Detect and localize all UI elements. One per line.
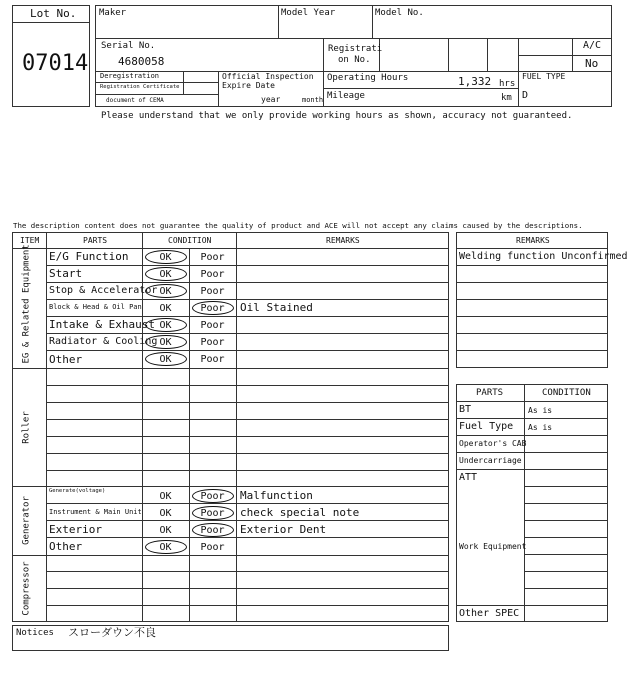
parts-row-label: ATT — [459, 472, 478, 483]
serial-value: 4680058 — [118, 55, 165, 68]
remark-text: Malfunction — [240, 489, 313, 502]
disclaimer-description: The description content does not guarantee the quality of product and ACE will not accept any claims caused by the descriptions. — [13, 221, 583, 230]
part-label: Other — [49, 353, 83, 366]
ok-option: OK — [159, 491, 172, 502]
part-label: Exterior — [49, 523, 102, 536]
ok-option: OK — [159, 303, 172, 314]
serial-label: Serial No. — [101, 41, 156, 51]
poor-option: Poor — [200, 491, 225, 502]
registration-certificate-label: Registration Certificate — [100, 84, 180, 90]
header-condition: CONDITION — [168, 236, 212, 245]
part-label: Intake & Exhaust — [49, 318, 155, 331]
poor-option: Poor — [200, 542, 225, 553]
lot-number: 07014 — [22, 51, 89, 76]
inspection-label-2: Expire Date — [222, 81, 275, 90]
inspection-label-1: Official Inspection — [222, 72, 314, 81]
poor-option: Poor — [200, 303, 225, 314]
operating-hours-value: 1,332 — [458, 75, 492, 88]
poor-option: Poor — [200, 354, 225, 365]
poor-option: Poor — [200, 269, 225, 280]
registration-label-2: on No. — [338, 55, 371, 65]
ok-option: OK — [159, 508, 172, 519]
part-label: Stop & Accelerator — [49, 285, 158, 296]
notices-value: スローダウン不良 — [68, 626, 156, 639]
ac-label: A/C — [583, 40, 602, 51]
header-remarks: REMARKS — [326, 236, 360, 245]
parts-row-condition: As is — [528, 423, 553, 432]
part-label: Block & Head & Oil Pan — [49, 303, 142, 311]
mileage-label: Mileage — [327, 91, 365, 101]
model-no-label: Model No. — [375, 8, 424, 18]
ok-option: OK — [159, 286, 172, 297]
header-item: ITEM — [20, 236, 40, 245]
ok-option: OK — [159, 252, 172, 263]
part-label: Generate(voltage) — [49, 488, 106, 494]
month-label: month — [302, 96, 324, 104]
parts-row-label: Work Equipment — [459, 542, 527, 551]
condition-header: CONDITION — [542, 388, 591, 398]
ok-option: OK — [159, 354, 172, 365]
hrs-unit: hrs — [499, 79, 516, 89]
parts-header: PARTS — [476, 388, 504, 398]
year-label: year — [261, 95, 281, 104]
ok-option: OK — [159, 320, 172, 331]
km-unit: km — [501, 93, 512, 103]
registration-label-1: Registrati — [328, 44, 383, 54]
ok-option: OK — [159, 542, 172, 553]
remark-text: check special note — [240, 506, 360, 519]
operating-hours-label: Operating Hours — [327, 73, 409, 83]
poor-option: Poor — [200, 337, 225, 348]
deregistration-label: Deregistration — [100, 72, 160, 80]
parts-row-label: Undercarriage — [459, 456, 522, 465]
part-label: Instrument & Main Unit — [49, 508, 142, 516]
poor-option: Poor — [200, 252, 225, 263]
lot-label: Lot No. — [30, 7, 77, 20]
part-label: Other — [49, 540, 83, 553]
section-label-eg: EG & Related Equipment — [21, 244, 32, 364]
section-label-generator: Generator — [21, 496, 32, 545]
remarks-header: REMARKS — [516, 236, 550, 245]
ok-option: OK — [159, 525, 172, 536]
cema-label: document of CEMA — [106, 97, 164, 104]
ok-option: OK — [159, 337, 172, 348]
model-year-label: Model Year — [281, 8, 336, 18]
disclaimer-hours: Please understand that we only provide working hours as shown, accuracy not guaranteed. — [101, 111, 573, 121]
ok-option: OK — [159, 269, 172, 280]
maker-label: Maker — [99, 8, 127, 18]
section-label-compressor: Compressor — [21, 561, 32, 616]
poor-option: Poor — [200, 525, 225, 536]
parts-row-label: Operator's CAB — [459, 439, 527, 448]
header-parts: PARTS — [83, 236, 108, 245]
section-label-roller: Roller — [21, 411, 32, 444]
part-label: Radiator & Cooling — [49, 336, 158, 347]
parts-row-label: Other SPEC — [459, 608, 520, 619]
part-label: Start — [49, 267, 83, 280]
parts-row-label: Fuel Type — [459, 421, 514, 432]
ac-value: No — [585, 57, 599, 70]
fuel-type-value: D — [522, 90, 529, 101]
parts-row-condition: As is — [528, 406, 553, 415]
poor-option: Poor — [200, 286, 225, 297]
remark-text: Oil Stained — [240, 301, 313, 314]
poor-option: Poor — [200, 320, 225, 331]
remarks-line: Welding function Unconfirmed — [459, 251, 628, 262]
fuel-type-label: FUEL TYPE — [522, 72, 566, 81]
notices-label: Notices — [16, 628, 54, 638]
parts-row-label: BT — [459, 404, 472, 415]
part-label: E/G Function — [49, 250, 129, 263]
remark-text: Exterior Dent — [240, 523, 327, 536]
poor-option: Poor — [200, 508, 225, 519]
